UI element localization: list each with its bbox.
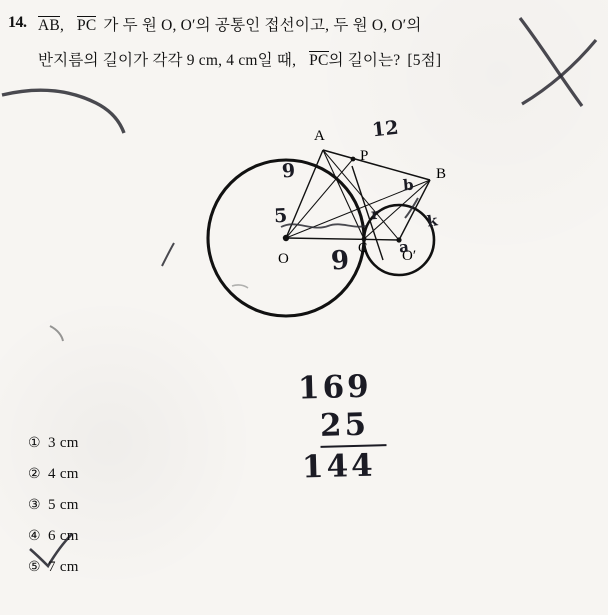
choice-1-label: 3 cm (48, 435, 79, 451)
line-cb (364, 180, 430, 239)
hw-mid-value: 5 (273, 204, 288, 228)
label-a: A (314, 128, 325, 144)
segment-ab-overline: AB (38, 17, 60, 34)
calc-line-2: 25 (319, 405, 386, 448)
hw-small-k: k (425, 211, 439, 231)
choice-3[interactable] (28, 490, 79, 521)
scribble-arc-left (2, 90, 124, 133)
question-line-1 (38, 13, 598, 35)
line-op (286, 159, 353, 238)
hw-small-b: b (402, 175, 415, 195)
choice-1-mark: ① (28, 436, 41, 451)
hw-small-a: a (398, 237, 410, 257)
question-line-2-text: 반지름의 길이가 각각 9 cm, 4 cm일 때, (38, 52, 297, 69)
comma-1: , (59, 17, 65, 34)
segment-pc-overline-2: PC (309, 52, 329, 69)
label-p: P (360, 148, 369, 164)
choice-5-mark: ⑤ (28, 560, 41, 575)
question-line-2 (38, 48, 598, 70)
choice-3-label: 5 cm (48, 497, 79, 513)
label-b: B (436, 166, 447, 182)
choice-2-label: 4 cm (48, 466, 79, 482)
label-o: O (278, 251, 289, 267)
segment-pc-overline-1: PC (77, 17, 97, 34)
choice-5[interactable] (28, 552, 79, 583)
calc-line-3: 144 (301, 447, 377, 486)
line-ob (286, 180, 430, 238)
calc-line-1: 169 (297, 368, 373, 407)
radius-ob (399, 180, 430, 240)
choice-4[interactable] (28, 521, 79, 552)
figure-svg (186, 118, 486, 318)
geometry-figure (186, 118, 486, 318)
handwritten-calculation (298, 368, 418, 485)
choice-4-label: 6 cm (48, 528, 79, 544)
question-line-2-tail: 의 길이는? (328, 52, 401, 69)
hw-tangent-length: 12 (370, 116, 400, 142)
choice-5-label: 7 cm (48, 559, 79, 575)
choice-3-mark: ③ (28, 498, 41, 513)
tick-mark-a (162, 243, 174, 266)
choice-2[interactable] (28, 459, 79, 490)
label-c: C (358, 241, 368, 256)
hw-small-r: r (370, 204, 380, 224)
hw-radius-big: 9 (281, 159, 296, 183)
hw-baseline-label: 9 (329, 245, 353, 277)
scribble-small-left (50, 326, 63, 341)
choice-4-mark: ④ (28, 529, 41, 544)
question-points: [5점] (407, 52, 442, 69)
question-number: 14. (8, 14, 27, 31)
label-o-prime: O′ (402, 248, 417, 264)
choice-1[interactable] (28, 428, 79, 459)
center-line-oo (286, 238, 399, 240)
choice-2-mark: ② (28, 467, 41, 482)
line-ac (323, 150, 364, 239)
question-line-1-text: 가 두 원 O, O′의 공통인 접선이고, 두 원 O, O′의 (103, 17, 422, 34)
answer-choices (28, 428, 79, 583)
